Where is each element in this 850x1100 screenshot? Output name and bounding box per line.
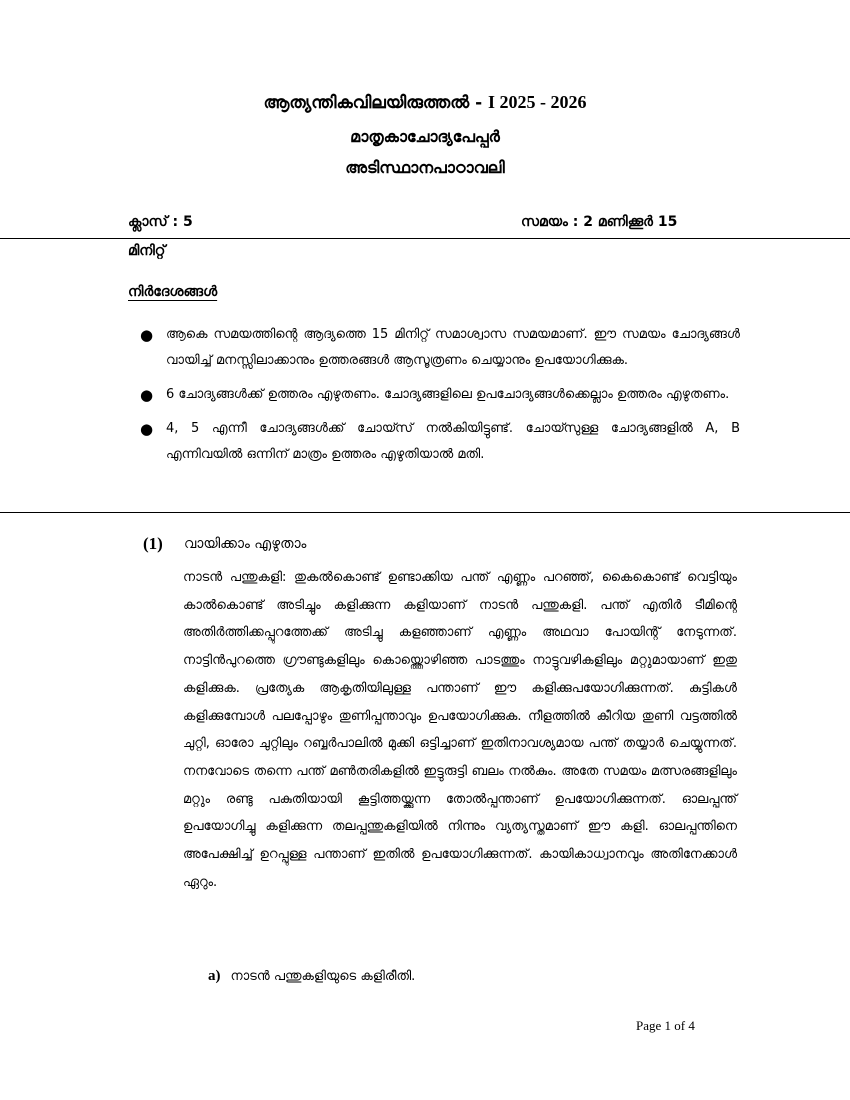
exam-term: I 2025 - 2026 <box>488 92 587 112</box>
paper-type: മാതൃകാചോദ്യപേപ്പർ <box>350 127 500 146</box>
header-divider <box>0 238 850 239</box>
sub-question-label: a) <box>208 968 221 984</box>
class-label: ക്ലാസ് : 5 <box>128 214 193 230</box>
instructions-heading: നിർദേശങ്ങൾ <box>128 284 218 300</box>
sub-question-text: നാടൻ പന്തുകളിയുടെ കളിരീതി. <box>230 969 416 984</box>
instruction-item <box>140 416 740 468</box>
reading-passage: നാടൻ പന്തുകളി: തുകൽകൊണ്ട് ഉണ്ടാക്കിയ പന്ത് എണ്ണം പറഞ്ഞ്, കൈകൊണ്ട് വെട്ടിയും കാൽകൊണ്ട് അടിച്ചും കളിക്കുന്ന കളിയാണ് നാടൻ പന്തുകളി. പന്ത് എതിർ ടീമിന്റെ അതിർത്തിക്കപ്പുറത്തേക്ക് അടിച്ചു കളഞ്ഞാണ് എണ്ണം അഥവാ പോയിന്റ് നേടുന്നത്. നാട്ടിൻപുറത്തെ ഗ്രൗണ്ടുകളിലും കൊയ്ത്തൊഴിഞ്ഞ പാടത്തും നാട്ടുവഴികളിലും മറ്റുമായാണ് ഇതു കളിക്കുക. പ്രത്യേക ആകൃതിയിലുള്ള പന്താണ് ഈ കളിക്കുപയോഗിക്കുന്നത്. കുട്ടികൾ കളിക്കുമ്പോൾ പലപ്പോഴും തുണിപ്പന്താവും ഉപയോഗിക്കുക. നീളത്തിൽ കീറിയ തുണി വട്ടത്തിൽ ചുറ്റി, ഓരോ ചുറ്റിലും റബ്ബർപാലിൽ മുക്കി ഒട്ടിച്ചാണ് ഇതിനാവശ്യമായ പന്ത് തയ്യാർ ചെയ്യുന്നത്. നനവോടെ തന്നെ പന്ത് മൺതരികളിൽ ഇട്ടുരുട്ടി ബലം നൽകും. അതേ സമയം മത്സരങ്ങളിലും മറ്റും രണ്ടു പകുതിയായി കൂട്ടിത്തയ്ക്കുന്ന തോൽപ്പന്താണ് ഉപയോഗിക്കുന്നത്. ഓലപ്പന്ത് ഉപയോഗിച്ചു കളിക്കുന്ന തലപ്പന്തുകളിയിൽ നിന്നും വ്യത്യസ്തമാണ് ഈ കളി. ഓലപ്പന്തിനെ അപേക്ഷിച്ച് ഉറപ്പുള്ള പന്താണ് ഇതിൽ ഉപയോഗിക്കുന്നത്. കായികാധ്വാനവും അതിനേക്കാൾ ഏറും. <box>183 570 737 890</box>
page-number: Page 1 of 4 <box>636 1018 695 1033</box>
bullet-icon: ● <box>140 420 154 438</box>
time-label: സമയം : 2 മണിക്കൂർ 15 <box>521 214 678 230</box>
bullet-icon: ● <box>140 386 154 404</box>
instruction-text: ആകെ സമയത്തിന്റെ ആദ്യത്തെ 15 മിനിറ്റ് സമാശ്വാസ സമയമാണ്. ഈ സമയം ചോദ്യങ്ങൾ വായിച്ച് മനസ്സിലാക്കാനും ഉത്തരങ്ങൾ ആസൂത്രണം ചെയ്യാനും ഉപയോഗിക്കുക. <box>166 327 740 368</box>
time-label-continued: മിനിറ്റ് <box>128 243 166 259</box>
subject-name: അടിസ്ഥാനപാഠാവലി <box>345 158 505 177</box>
instruction-item <box>140 382 740 408</box>
question-number: (1) <box>143 534 163 553</box>
exam-title-ml: ആത്യന്തികവിലയിരുത്തൽ - <box>263 93 489 113</box>
exam-title <box>0 92 850 113</box>
sub-question <box>208 968 415 985</box>
instruction-text: 6 ചോദ്യങ്ങൾക്ക് ഉത്തരം എഴുതണം. ചോദ്യങ്ങളിലെ ഉപചോദ്യങ്ങൾക്കെല്ലാം ഉത്തരം എഴുതണം. <box>166 387 730 402</box>
instructions-divider <box>0 512 850 513</box>
bullet-icon: ● <box>140 326 154 344</box>
instructions-list <box>140 322 740 476</box>
instruction-item <box>140 322 740 374</box>
instruction-text: 4, 5 എന്നീ ചോദ്യങ്ങൾക്ക് ചോയ്സ് നൽകിയിട്ടുണ്ട്. ചോയ്സുള്ള ചോദ്യങ്ങളിൽ A, B എന്നിവയിൽ ഒന്നിന് മാത്രം ഉത്തരം എഴുതിയാൽ മതി. <box>166 421 740 462</box>
question-title: വായിക്കാം എഴുതാം <box>184 536 307 552</box>
